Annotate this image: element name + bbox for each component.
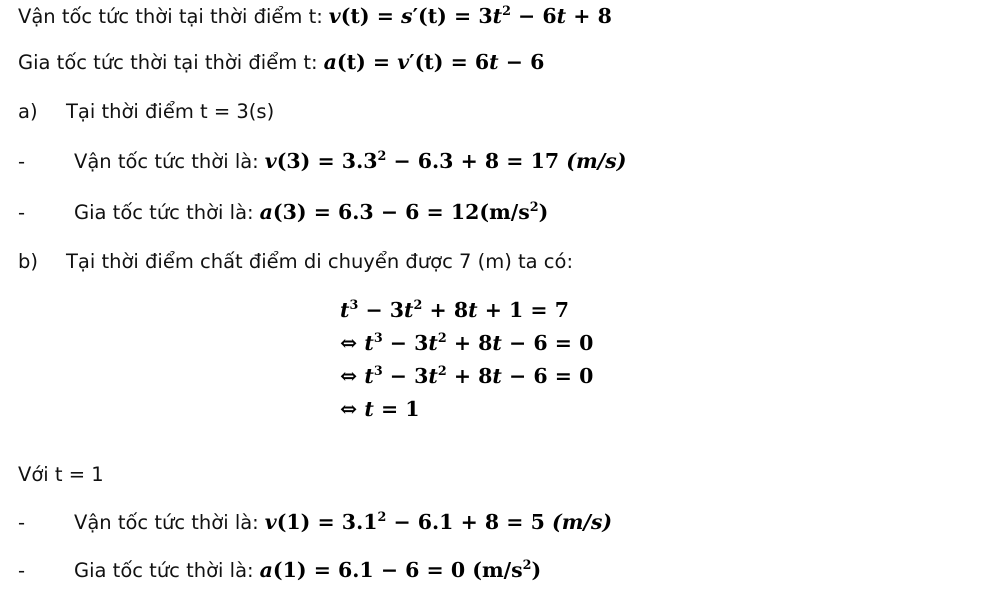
velocity-definition-label: Vận tốc tức thời tại thời điểm t: — [18, 5, 323, 28]
bullet-dash: - — [18, 201, 26, 224]
acceleration-definition-label: Gia tốc tức thời tại thời điểm t: — [18, 51, 318, 74]
bullet-dash: - — [18, 511, 26, 534]
acceleration-definition-line — [8, 50, 554, 75]
velocity-definition-formula: $v(t) = s'(t) = 3t^2 - 6t + 8$ — [328, 3, 612, 28]
part-a-text: Tại thời điểm t = 3(s) — [66, 100, 275, 123]
part-a-item-velocity-formula: $v(3) = 3.3^2 - 6.3 + 8 = 17$ (m/s) — [264, 148, 627, 173]
part-b-item-acceleration — [8, 558, 551, 583]
part-a-marker: a) — [18, 100, 38, 123]
part-a-item-acceleration-label: Gia tốc tức thời là: — [74, 201, 254, 224]
part-a-item-velocity — [8, 149, 636, 174]
part-b-heading — [8, 250, 583, 274]
with-t-equals-one-text: Với t = 1 — [18, 463, 104, 486]
part-b-marker: b) — [18, 250, 38, 273]
velocity-definition-line — [8, 4, 622, 29]
acceleration-definition-formula: a(t) = v′(t) = 6t − 6 — [323, 50, 545, 74]
equation-block — [340, 298, 593, 421]
equation-line-1: $t^3 - 3t^2 + 8t + 1 = 7$ — [340, 297, 570, 322]
part-b-item-acceleration-formula: a(1) = 6.1 − 6 = 0 $(m/s^2)$ — [259, 557, 542, 582]
part-b-item-velocity-label: Vận tốc tức thời là: — [74, 511, 259, 534]
part-a-heading — [8, 100, 284, 124]
part-b-item-velocity — [8, 510, 622, 535]
part-a-item-velocity-label: Vận tốc tức thời là: — [74, 150, 259, 173]
bullet-dash: - — [18, 150, 26, 173]
part-a-item-acceleration-formula: $a(3) = 6.3 - 6 = 12(m/s^2)$ — [259, 199, 549, 224]
part-b-item-acceleration-label: Gia tốc tức thời là: — [74, 559, 254, 582]
equation-line-3: ⇔ $t^3 - 3t^2 + 8t - 6 = 0$ — [340, 363, 594, 388]
part-b-item-velocity-formula: $v(1) = 3.1^2 - 6.1 + 8 = 5$ (m/s) — [264, 509, 613, 534]
bullet-dash: - — [18, 559, 26, 582]
with-t-equals-one-line — [8, 463, 114, 487]
equation-solution: ⇔ t = 1 — [340, 397, 420, 421]
equation-line-2: ⇔ $t^3 - 3t^2 + 8t - 6 = 0$ — [340, 330, 594, 355]
part-b-text: Tại thời điểm chất điểm di chuyển được 7 (m) ta có: — [66, 250, 574, 273]
part-a-item-acceleration — [8, 200, 558, 225]
